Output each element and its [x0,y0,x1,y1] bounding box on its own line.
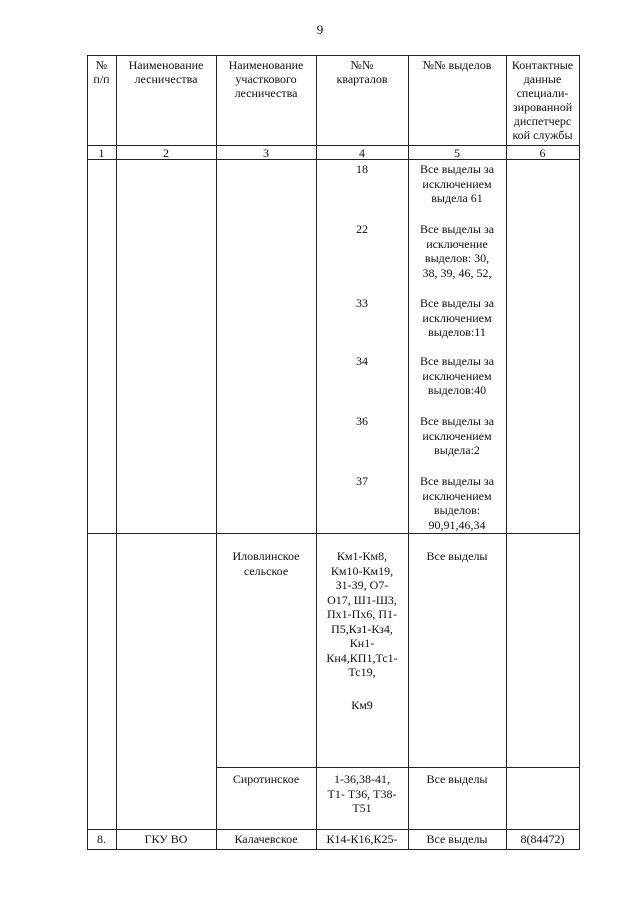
column-number-1: 1 [98,146,105,160]
subrow-divider [216,767,580,768]
kvartal-number: 22 [356,222,368,236]
kvartal-number: 34 [356,354,368,368]
header-cell-num: № п/п [93,58,110,86]
header-cell-uchastok: Наименование участкового лесничества [228,58,304,100]
kvartal-list: 1-36,38-41, Т1- Т36, Т38- Т51 [327,772,397,815]
column-number-4: 4 [359,146,365,160]
column-divider [116,55,117,850]
page-number: 9 [316,22,324,37]
row-number: 8. [97,832,106,846]
vydel-description: Все выделы за исключением выделов: 90,91,46,34 [419,474,495,532]
uchastok-name: Сиротинское [232,772,300,786]
column-number-5: 5 [454,146,460,160]
kvartal-list-extra: Км9 [351,698,373,712]
vydel-description: Все выделы [426,772,488,786]
kvartal-number: 33 [356,296,368,310]
header-cell-kvartals: №№ кварталов [336,58,388,86]
vydel-description: Все выделы [426,549,488,563]
table-border-left [87,55,88,850]
header-cell-contacts: Контактные данные специали- зированной диспетчерс кой службы [511,58,574,142]
vydel-description: Все выделы за исключением выделов:11 [419,296,495,339]
uchastok-name: Калачевское [234,832,298,846]
kvartal-list: К14-К16,К25- [326,832,398,846]
column-number-6: 6 [539,146,546,160]
column-divider [216,55,217,850]
header-cell-vydels: №№ выделов [422,58,492,72]
forestry-table [87,55,580,850]
vydel-description: Все выделы за исключением выделов:40 [419,354,495,397]
contact-phone: 8(84472) [520,832,565,846]
vydel-description: Все выделы [426,832,488,846]
vydel-description: Все выделы за исключение выделов: 30, 38, 39, 46, 52, [419,222,495,280]
header-cell-forestry: Наименование лесничества [128,58,204,86]
table-border-right [579,55,580,850]
kvartal-list: Км1-Км8, Км10-Км19, З1-З9, О7- О17, Ш1-Ш3, Пх1-Пх6, П1- П5,Кз1-Кз4, Кн1- Кн4,КП1,Тс1- Тс19, [326,549,398,679]
row-divider [87,533,580,534]
column-number-2: 2 [163,146,169,160]
vydel-description: Все выделы за исключением выдела:2 [419,414,495,457]
column-number-3: 3 [263,146,269,160]
kvartal-number: 37 [356,474,368,488]
column-divider [506,55,507,850]
kvartal-number: 18 [356,162,368,176]
forestry-name: ГКУ ВО [144,832,188,846]
table-border-bottom [87,849,580,850]
table-border-top [87,55,580,56]
vydel-description: Все выделы за исключением выдела 61 [419,162,495,205]
row-divider [87,829,580,830]
uchastok-name: Иловлинское сельское [232,549,300,578]
kvartal-number: 36 [356,414,368,428]
